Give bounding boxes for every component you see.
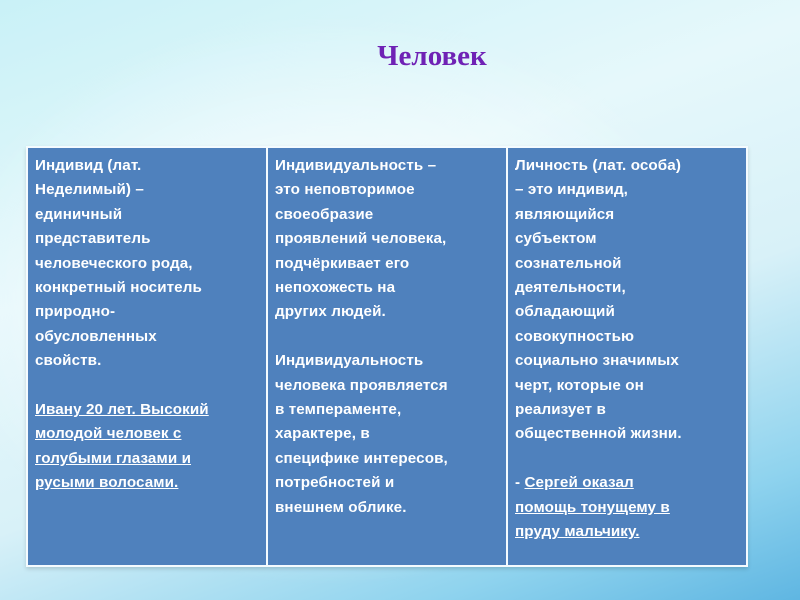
definition-line xyxy=(515,276,739,300)
definition-line xyxy=(515,203,739,227)
line-text: характере, в xyxy=(275,425,370,443)
definition-line xyxy=(515,252,739,276)
definition-line xyxy=(275,300,499,324)
definition-line xyxy=(35,300,259,324)
definition-line xyxy=(275,471,499,495)
definition-line xyxy=(515,374,739,398)
line-text: реализует в xyxy=(515,401,606,419)
dash-prefix: - xyxy=(515,474,525,492)
definition-line xyxy=(35,203,259,227)
definition-line xyxy=(35,227,259,251)
cell-individuality xyxy=(266,148,506,565)
line-text: других людей. xyxy=(275,303,386,321)
example-line xyxy=(515,520,739,544)
line-text: русыми волосами. xyxy=(35,474,179,492)
definition-line xyxy=(35,178,259,202)
line-text: пруду мальчику. xyxy=(515,523,640,541)
line-text: потребностей и xyxy=(275,474,395,492)
line-text: в темпераменте, xyxy=(275,401,402,419)
line-text: Личность (лат. особа) xyxy=(515,157,681,174)
cell-personality xyxy=(506,148,746,565)
line-text: человека проявляется xyxy=(275,376,448,394)
line-text: единичный xyxy=(35,205,123,223)
definition-line xyxy=(515,178,739,202)
line-text: Ивану 20 лет. Высокий xyxy=(35,401,209,419)
example-line xyxy=(35,422,259,446)
definition-line xyxy=(275,496,499,520)
line-text: непохожесть на xyxy=(275,279,396,297)
cell-individual xyxy=(28,148,266,565)
definition-line xyxy=(275,203,499,227)
line-text: являющийся xyxy=(515,205,615,223)
line-text: – это индивид, xyxy=(515,181,629,199)
example-line xyxy=(515,496,739,520)
definition-line xyxy=(35,349,259,373)
line-text: природно- xyxy=(35,303,116,321)
line-text: общественной жизни. xyxy=(515,425,682,443)
line-text: Индивидуальность xyxy=(275,352,424,370)
line-text: молодой человек с xyxy=(35,425,182,443)
definition-line xyxy=(35,276,259,300)
line-text: Индивидуальность – xyxy=(275,157,437,174)
definition-line xyxy=(515,325,739,349)
example-line xyxy=(515,471,739,495)
concepts-table xyxy=(26,146,748,567)
definition-line xyxy=(515,422,739,446)
paragraph-gap xyxy=(35,374,259,398)
line-text: обусловленных xyxy=(35,327,157,345)
line-text: Индивид (лат. xyxy=(35,157,142,174)
definition-line xyxy=(275,178,499,202)
line-text: черт, которые он xyxy=(515,376,644,394)
line-text: совокупностью xyxy=(515,327,635,345)
line-text: своеобразие xyxy=(275,205,374,223)
paragraph-gap xyxy=(515,447,739,471)
definition-line xyxy=(275,227,499,251)
line-text: это неповторимое xyxy=(275,181,415,199)
line-text: голубыми глазами и xyxy=(35,449,192,467)
definition-line xyxy=(275,276,499,300)
line-text: представитель xyxy=(35,230,151,248)
line-text: конкретный носитель xyxy=(35,279,202,297)
line-text: Неделимый) – xyxy=(35,181,144,199)
line-text: сознательной xyxy=(515,254,622,272)
definition-line xyxy=(515,300,739,324)
definition-line xyxy=(35,252,259,276)
line-text: специфике интересов, xyxy=(275,449,448,467)
definition-line xyxy=(515,349,739,373)
definition-line xyxy=(275,422,499,446)
line-text: обладающий xyxy=(515,303,615,321)
definition-line xyxy=(515,154,739,178)
line-text: проявлений человека, xyxy=(275,230,447,248)
line-text: помощь тонущему в xyxy=(515,498,670,516)
line-text: социально значимых xyxy=(515,352,679,370)
definition-line xyxy=(515,227,739,251)
example-line xyxy=(35,398,259,422)
definition-line xyxy=(515,398,739,422)
definition-line xyxy=(35,154,259,178)
definition-line xyxy=(275,349,499,373)
line-text: подчёркивает его xyxy=(275,254,410,272)
example-line xyxy=(35,447,259,471)
line-text: субъектом xyxy=(515,230,597,248)
example-line xyxy=(35,471,259,495)
definition-line xyxy=(275,154,499,178)
line-text: человеческого рода, xyxy=(35,254,193,272)
definition-line xyxy=(275,398,499,422)
line-text: свойств. xyxy=(35,352,102,370)
line-text: деятельности, xyxy=(515,279,626,297)
definition-line xyxy=(275,447,499,471)
definition-line xyxy=(275,374,499,398)
slide-title: Человек xyxy=(377,40,487,72)
definition-line xyxy=(35,325,259,349)
paragraph-gap xyxy=(275,325,499,349)
line-text: внешнем облике. xyxy=(275,498,407,516)
definition-line xyxy=(275,252,499,276)
line-text: Сергей оказал xyxy=(524,474,634,492)
